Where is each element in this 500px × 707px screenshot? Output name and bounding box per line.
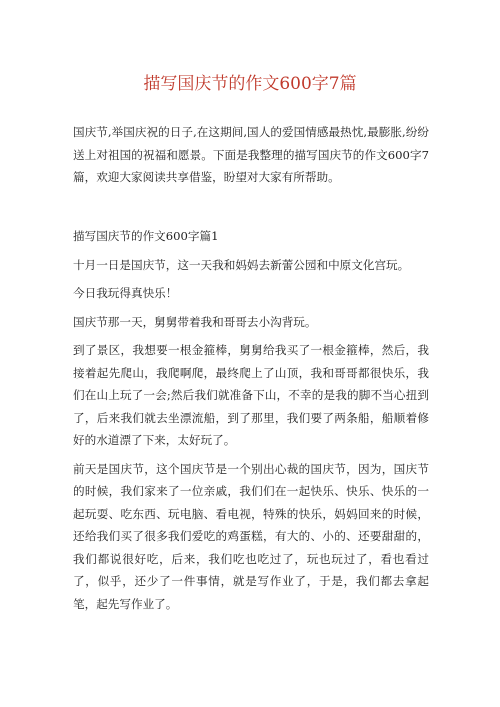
- article-paragraph: 前天是国庆节，这个国庆节是一个别出心裁的国庆节，因为，国庆节的时候，我们家来了一位亲戚，我们们在一起快乐、快乐、快乐的一起玩耍、吃东西、玩电脑、看电视，特殊的快乐，妈妈回来的时候，还给我们买了很多我们爱吃的鸡蛋糕，有大的、小的、还要甜甜的，我们都说很好吃，后来，我们吃也吃过了，玩也玩过了，看也看过了，似乎，还少了一件事情，就是写作业了，于是，我们都去拿起笔，起先写作业了。: [73, 461, 429, 611]
- article-paragraph: 到了景区，我想要一根金箍棒，舅舅给我买了一根金箍棒，然后，我接着起先爬山，我爬啊爬，最终爬上了山顶，我和哥哥都很快乐，我们在山上玩了一会;然后我们就准备下山，不幸的是我的脚不当心扭到了，后来我们就去坐漂流船，到了那里，我们要了两条船，船顺着修好的水道漂了下来，太好玩了。: [73, 343, 429, 447]
- intro-paragraph: 国庆节,举国庆祝的日子,在这期间,国人的爱国情感最热忱,最膨胀,纷纷送上对祖国的祝福和愿景。下面是我整理的描写国庆节的作文600字7篇，欢迎大家阅读共享借鉴，盼望对大家有所帮助。: [73, 125, 429, 184]
- article-paragraph: 国庆节那一天，舅舅带着我和哥哥去小沟背玩。: [73, 314, 317, 329]
- article-heading: 描写国庆节的作文600字篇1: [73, 229, 219, 243]
- article-paragraph: 十月一日是国庆节，这一天我和妈妈去新蕾公园和中原文化宫玩。: [73, 257, 410, 272]
- article-paragraph: 今日我玩得真快乐！: [73, 286, 178, 300]
- article-section: [73, 225, 429, 621]
- document-title: 描写国庆节的作文600字7篇: [143, 74, 357, 94]
